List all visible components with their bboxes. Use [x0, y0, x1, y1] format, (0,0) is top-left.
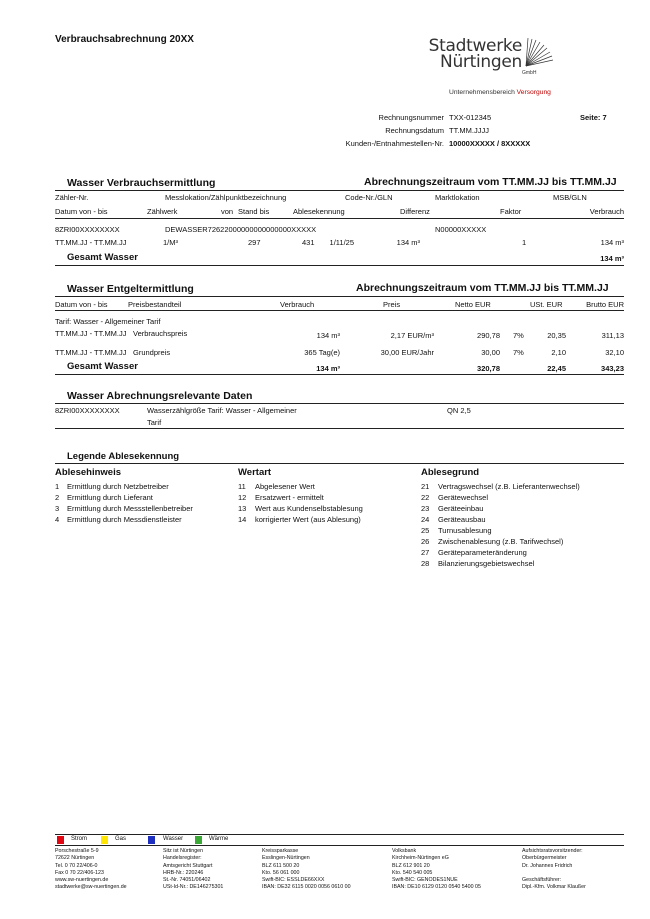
col-head-date: Datum von - bis [55, 300, 108, 309]
divider [55, 296, 624, 297]
legend-code: 24 [421, 515, 430, 524]
legend-code: 25 [421, 526, 430, 535]
register: 1/M³ [163, 238, 178, 247]
legend-text: Vertragswechsel (z.B. Lieferantenwechsel) [438, 482, 580, 491]
col-head-malo: Marktlokation [435, 193, 480, 202]
col-head-gross: Brutto EUR [586, 300, 624, 309]
legend-text: Ersatzwert - ermittelt [255, 493, 324, 502]
footer-line: Kto. 56 061 000 [262, 869, 300, 876]
legend-code: 22 [421, 493, 430, 502]
factor: 1 [522, 238, 527, 247]
logo-sunburst-icon [524, 36, 554, 68]
footer-line: Swift-BIC: GENODES1NUE [392, 877, 458, 884]
footer-line: BLZ 611 500 20 [262, 862, 300, 869]
customer-number: 10000XXXXX / 8XXXXX [449, 139, 531, 148]
col-head-msb: MSB/GLN [553, 193, 587, 202]
charge-gross: 32,10 [605, 348, 624, 357]
footer-line: Geschäftsführer: [522, 877, 562, 884]
division-name: Versorgung [516, 89, 551, 96]
footer-management [522, 848, 586, 892]
reading-from: 297 [248, 238, 261, 247]
charge-price: 2,17 EUR/m³ [390, 331, 434, 340]
legend-col3-title: Ablesegrund [421, 467, 480, 478]
consumption-title: Wasser Verbrauchsermittlung [67, 177, 216, 189]
footer-bank-2 [392, 848, 481, 892]
charge-net: 290,78 [477, 331, 500, 340]
charges-total-gross: 343,23 [601, 364, 624, 373]
charges-total-net: 320,78 [477, 364, 500, 373]
legend-code: 27 [421, 548, 430, 557]
charge-gross: 311,13 [601, 331, 624, 340]
document-title: Verbrauchsabrechnung 20XX [55, 34, 194, 45]
charge-qty: 134 m³ [316, 331, 340, 340]
legend-text: korrigierter Wert (aus Ablesung) [255, 515, 361, 524]
divider [55, 218, 624, 219]
legend-col2-title: Wertart [238, 467, 272, 478]
logo-line-1: Stadtwerke [428, 36, 522, 56]
charge-item: Verbrauchspreis [133, 329, 188, 338]
reading-to: 431 [302, 238, 315, 247]
legend-text: Geräteparameteränderung [438, 548, 527, 557]
col-head-meloc: Messlokation/Zählpunktbezeichnung [165, 193, 287, 202]
footer-divider [55, 845, 624, 846]
divider [55, 265, 624, 266]
charges-total-qty: 134 m³ [316, 364, 340, 373]
footer-line: USt-Id-Nr.: DE146275301 [163, 884, 224, 891]
charge-price: 30,00 EUR/Jahr [380, 348, 434, 357]
billing-meter-size: QN 2,5 [447, 406, 471, 415]
legend-col1-title: Ablesehinweis [55, 467, 121, 478]
footer-line: Kreissparkasse [262, 848, 299, 854]
divider [55, 403, 624, 404]
legend-code: 12 [238, 493, 247, 502]
legend-text: Wert aus Kundenselbstablesung [255, 504, 363, 513]
col-head-register: Zählwerk [147, 207, 178, 216]
legend-text: Geräteeinbau [438, 504, 484, 513]
divider [55, 463, 624, 464]
division-line [449, 89, 551, 96]
legend-text: Gerätewechsel [438, 493, 489, 502]
footer-line: Tel. 0 70 22/406-0 [55, 862, 98, 869]
legend-code: 23 [421, 504, 430, 513]
footer-line: Porschestraße 5-9 [55, 848, 99, 854]
charge-vat-rate: 7% [513, 348, 524, 357]
legend-code: 2 [55, 493, 60, 502]
legend-code: 4 [55, 515, 60, 524]
utility-label: Wärme [209, 836, 229, 842]
footer-line: Sitz ist Nürtingen [163, 848, 204, 854]
consumption-total-label: Gesamt Wasser [67, 252, 138, 263]
divider [55, 190, 624, 191]
col-head-usage: Verbrauch [589, 207, 624, 216]
invoice-number: TXX-012345 [449, 113, 492, 122]
charge-vat: 2,10 [551, 348, 566, 357]
utility-color-gas [101, 836, 108, 844]
col-head-qty: Verbrauch [280, 300, 315, 309]
charges-title: Wasser Entgeltermittlung [67, 283, 194, 295]
customer-number-label: Kunden-/Entnahmestellen-Nr. [345, 139, 444, 148]
legend-text: Geräteausbau [438, 515, 486, 524]
billing-meter-number: 8ZRI00XXXXXXXX [55, 406, 120, 415]
footer-line: BLZ 612 901 20 [392, 862, 430, 869]
footer-line: 72622 Nürtingen [55, 855, 95, 862]
charge-vat-rate: 7% [513, 331, 524, 340]
col-head-net: Netto EUR [455, 300, 491, 309]
invoice-date-label: Rechnungsdatum [385, 126, 444, 135]
invoice-date: TT.MM.JJJJ [449, 126, 489, 135]
charge-period: TT.MM.JJ - TT.MM.JJ [55, 348, 127, 357]
legend-code: 21 [421, 482, 430, 491]
utility-label: Gas [115, 836, 127, 842]
division-prefix: Unternehmensbereich [449, 89, 515, 96]
col-head-factor: Faktor [500, 207, 522, 216]
legend-code: 26 [421, 537, 430, 546]
charges-total-vat: 22,45 [547, 364, 566, 373]
consumption-period: Abrechnungszeitraum vom TT.MM.JJ bis TT.MM.JJ [364, 176, 617, 188]
logo-line-2: Nürtingen [440, 52, 522, 72]
footer-line: Dipl.-Kfm. Volkmar Klaußer [522, 884, 586, 891]
legend-text: Ermittlung durch Messstellenbetreiber [67, 504, 193, 513]
legend-text: Bilanzierungsgebietswechsel [438, 559, 535, 568]
market-location: N00000XXXXX [435, 225, 487, 234]
footer-address [55, 848, 127, 892]
footer-line: Esslingen-Nürtingen [262, 855, 310, 862]
footer-line: IBAN: DE32 6115 0020 0056 0610 00 [262, 884, 351, 891]
utility-color-wasser [148, 836, 155, 844]
charge-vat: 20,35 [547, 331, 566, 340]
tariff-name: Tarif: Wasser - Allgemeiner Tarif [55, 317, 161, 326]
footer-line: Volksbank [392, 848, 417, 854]
footer-bank-1 [262, 848, 351, 892]
legend-text: Zwischenablesung (z.B. Tarifwechsel) [438, 537, 564, 546]
read-code: 1/11/25 [329, 238, 354, 247]
col-head-component: Preisbestandteil [128, 300, 182, 309]
consumption-total-value: 134 m³ [600, 254, 624, 263]
legend-text: Abgelesener Wert [255, 482, 315, 491]
footer-line: IBAN: DE10 6129 0120 0540 5400 05 [392, 884, 481, 891]
utility-label: Strom [71, 836, 88, 842]
legend-code: 1 [55, 482, 60, 491]
meter-number: 8ZRI00XXXXXXXX [55, 225, 120, 234]
footer-email: stadtwerke@sw-nuertingen.de [55, 884, 127, 891]
charges-total-label: Gesamt Wasser [67, 361, 138, 372]
footer-line: Amtsgericht Stuttgart [163, 862, 213, 869]
col-head-diff: Differenz [400, 207, 430, 216]
charges-period: Abrechnungszeitraum vom TT.MM.JJ bis TT.MM.JJ [356, 282, 609, 294]
metering-location: DEWASSER72622000000000000000XXXXX [165, 225, 317, 234]
legend-text: Turnusablesung [438, 526, 492, 535]
footer-line: Oberbürgermeister [522, 855, 567, 862]
divider [55, 428, 624, 429]
legend-code: 11 [238, 482, 246, 491]
footer-line: Kirchheim-Nürtingen eG [392, 855, 449, 862]
reading-period: TT.MM.JJ - TT.MM.JJ [55, 238, 127, 247]
col-head-vat: USt. EUR [530, 300, 563, 309]
charge-item: Grundpreis [133, 348, 171, 357]
legend-code: 28 [421, 559, 430, 568]
footer-line: Swift-BIC: ESSLDE66XXX [262, 877, 325, 884]
billing-meter-size-label: Wasserzählgröße Tarif: Wasser - Allgemeiner [147, 406, 297, 415]
col-head-readcode: Ablesekennung [293, 207, 345, 216]
footer-line: Dr. Johannes Fridrich [522, 862, 573, 869]
legend-code: 14 [238, 515, 247, 524]
col-head-date: Datum von - bis [55, 207, 108, 216]
logo-gmbh: GmbH [522, 70, 537, 76]
col-head-meter: Zähler-Nr. [55, 193, 89, 202]
utility-label: Wasser [163, 836, 184, 842]
legend-text: Ermittlung durch Lieferant [67, 493, 153, 502]
footer-line: Aufsichtsratsvorsitzender: [522, 848, 583, 854]
footer-divider [55, 834, 624, 835]
legend-text: Ermittlung durch Messdienstleister [67, 515, 182, 524]
col-head-to: Stand bis [238, 207, 270, 216]
footer-line: HRB-Nr.: 220246 [163, 869, 204, 876]
col-head-price: Preis [383, 300, 401, 309]
legend-text: Ermittlung durch Netzbetreiber [67, 482, 169, 491]
footer-line: Handelsregister: [163, 855, 202, 862]
divider [55, 310, 624, 311]
footer-website: www.sw-nuertingen.de [55, 877, 109, 884]
footer-line [522, 870, 586, 877]
invoice-number-label: Rechnungsnummer [378, 113, 444, 122]
divider [55, 374, 624, 375]
legend-code: 13 [238, 504, 247, 513]
col-head-code: Code-Nr./GLN [345, 193, 393, 202]
page-number: Seite: 7 [580, 113, 607, 122]
charge-net: 30,00 [481, 348, 500, 357]
footer-line: Fax 0 70 22/406-123 [55, 869, 104, 876]
footer-line: St.-Nr. 74051/06402 [163, 877, 211, 884]
difference: 134 m³ [396, 238, 420, 247]
charge-qty: 365 Tag(e) [304, 348, 340, 357]
col-head-from: von [221, 207, 234, 216]
billing-meter-size-label-cont: Tarif [147, 418, 162, 427]
legend-title: Legende Ablesekennung [67, 451, 180, 462]
utility-color-strom [57, 836, 64, 844]
footer-line: Kto. 540 540 005 [392, 869, 433, 876]
legend-code: 3 [55, 504, 60, 513]
charge-period: TT.MM.JJ - TT.MM.JJ [55, 329, 127, 338]
billing-data-title: Wasser Abrechnungsrelevante Daten [67, 390, 253, 402]
utility-color-waerme [195, 836, 202, 844]
usage: 134 m³ [600, 238, 624, 247]
footer-registry [163, 848, 223, 892]
